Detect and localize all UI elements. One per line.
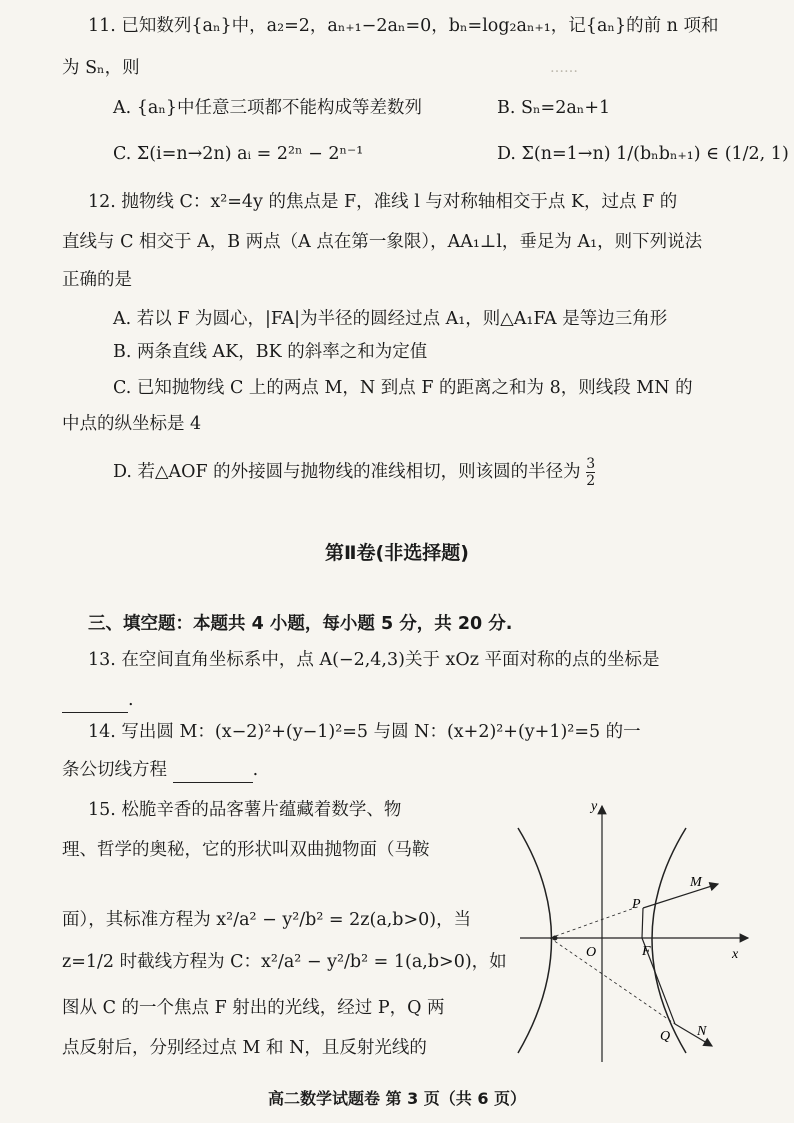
- label-y: y: [591, 799, 598, 814]
- q12-option-b: B. 两条直线 AK，BK 的斜率之和为定值: [113, 342, 428, 362]
- fraction-denominator: 2: [586, 473, 596, 489]
- label-x: x: [732, 947, 739, 962]
- q14-line1: 14. 写出圆 M：(x−2)²+(y−1)²=5 与圆 N：(x+2)²+(y+1)²=5 的一: [88, 722, 641, 742]
- hyperbola-right-branch: [652, 828, 686, 1053]
- label-origin: O: [586, 945, 597, 960]
- q12-option-c-line1: C. 已知抛物线 C 上的两点 M，N 到点 F 的距离之和为 8，则线段 MN 的: [113, 378, 693, 398]
- part3-heading: 三、填空题：本题共 4 小题，每小题 5 分，共 20 分.: [88, 614, 513, 634]
- q12-option-d: [113, 456, 595, 489]
- q12-option-c-line2: 中点的纵坐标是 4: [62, 414, 202, 434]
- q12-line3: 正确的是: [62, 270, 132, 290]
- page-footer: 高二数学试题卷 第 3 页（共 6 页）: [267, 1089, 527, 1108]
- q11-line2: 为 Sₙ，则: [62, 58, 140, 78]
- q11-option-b: B. Sₙ=2aₙ+1: [497, 98, 611, 118]
- q15-line2: 理、哲学的奥秘，它的形状叫双曲抛物面（马鞍: [62, 840, 430, 860]
- q11-option-d: D. Σ(n=1→n) 1/(bₙbₙ₊₁) ∈ (1/2, 1): [497, 144, 789, 164]
- q14-period: .: [252, 760, 259, 780]
- label-f: F: [642, 944, 651, 959]
- hyperbola-figure: [490, 798, 770, 1068]
- extension-line-p: [550, 906, 640, 938]
- bleed-text: ……: [550, 60, 578, 76]
- q15-line1: 15. 松脆辛香的品客薯片蕴藏着数学、物: [88, 800, 402, 820]
- q11-line1: 11. 已知数列{aₙ}中，a₂=2，aₙ₊₁−2aₙ=0，bₙ=log₂aₙ₊₁，记{aₙ}的前 n 项和: [88, 16, 719, 36]
- q12-option-d-text: D. 若△AOF 的外接圆与抛物线的准线相切，则该圆的半径为: [113, 462, 581, 482]
- fraction-three-halves: [586, 456, 595, 489]
- label-p: P: [632, 897, 641, 912]
- q15-line3: 面），其标准方程为 x²/a² − y²/b² = 2z(a,b>0)，当: [62, 910, 472, 930]
- q14-line2-text: 条公切线方程: [62, 760, 167, 780]
- label-q: Q: [660, 1029, 671, 1044]
- ray-f-to-p: [642, 908, 643, 938]
- left-focus-point: [553, 936, 558, 941]
- q12-line2: 直线与 C 相交于 A，B 两点（A 点在第一象限），AA₁⊥l，垂足为 A₁，则下列说法: [62, 232, 703, 252]
- label-n: N: [697, 1024, 707, 1039]
- q12-option-a: A. 若以 F 为圆心，|FA|为半径的圆经过点 A₁，则△A₁FA 是等边三角形: [113, 309, 668, 329]
- hyperbola-left-branch: [518, 828, 552, 1053]
- answer-blank[interactable]: [173, 758, 253, 783]
- q15-line5: 图从 C 的一个焦点 F 射出的光线，经过 P，Q 两: [62, 998, 445, 1018]
- section-title: 第Ⅱ卷(非选择题): [325, 542, 469, 564]
- q15-line6: 点反射后，分别经过点 M 和 N，且反射光线的: [62, 1038, 427, 1058]
- q13-line2: [62, 688, 134, 713]
- q11-option-a: A. {aₙ}中任意三项都不能构成等差数列: [113, 98, 423, 118]
- label-m: M: [690, 875, 702, 890]
- q15-line4: z=1/2 时截线方程为 C：x²/a² − y²/b² = 1(a,b>0)，如: [62, 952, 507, 972]
- reflected-ray-m: [643, 884, 718, 908]
- q14-line2: [62, 758, 258, 783]
- answer-blank[interactable]: [62, 688, 128, 713]
- q13-line1: 13. 在空间直角坐标系中，点 A(−2,4,3)关于 xOz 平面对称的点的坐标是: [88, 650, 660, 670]
- q11-option-c: C. Σ(i=n→2n) aᵢ = 2²ⁿ − 2ⁿ⁻¹: [113, 144, 364, 164]
- q13-period: .: [128, 690, 134, 710]
- q12-line1: 12. 抛物线 C：x²=4y 的焦点是 F，准线 l 与对称轴相交于点 K，过点 F 的: [88, 192, 678, 212]
- fraction-numerator: 3: [586, 456, 596, 472]
